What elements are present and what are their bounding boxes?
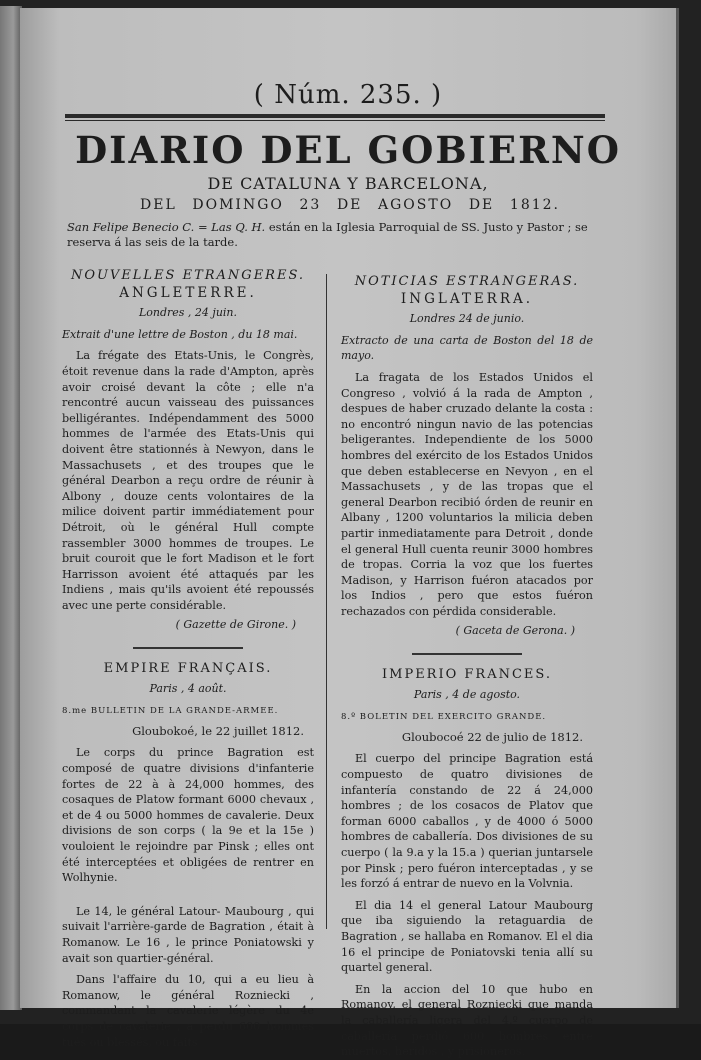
section-heading: NOUVELLES ETRANGERES. bbox=[70, 268, 306, 283]
issue-number: ( Núm. 235. ) bbox=[253, 80, 443, 110]
section-heading: NOTICIAS ESTRANGERAS. bbox=[354, 274, 580, 289]
masthead-subtitle: DE CATALUNA Y BARCELONA, bbox=[207, 174, 489, 193]
article-paragraph: En la accion del 10 que hubo en Romanov, el general Rozniecki que manda la caballería ligera del 4.º cuerpo de caballería perdió 600 hombres entre muertos, heridos , y prisioneros. bbox=[341, 982, 593, 1059]
issue-date bbox=[140, 197, 560, 213]
date-part: DE bbox=[468, 197, 495, 213]
column-divider bbox=[326, 274, 327, 929]
date-part: DE bbox=[336, 197, 363, 213]
article-paragraph: Dans l'affaire du 10, qui a eu lieu à Romanow, le général Rozniecki , commandant la cavalerie légère du 4e corps de cavalerie , a perdu 600 hommes tués ou blessés, ou faits bbox=[62, 973, 314, 1049]
saints-text: están en la Iglesia Parroquial de SS. Justo y Pastor ; se reserva á las seis de la tarde. bbox=[67, 220, 588, 249]
previous-page-edge bbox=[0, 6, 22, 1010]
empire-heading: EMPIRE FRANÇAIS. bbox=[103, 661, 273, 677]
french-column bbox=[62, 268, 314, 1050]
place-date: Gloubocoé 22 de julio de 1812. bbox=[401, 729, 583, 744]
extract-line: Extracto de una carta de Boston del 18 de mayo. bbox=[341, 333, 593, 363]
article-paragraph: El dia 14 el general Latour Maubourg que iba siguiendo la retaguardia de Bagration , se hallaba en Romanov. El el dia 16 el principe de Poniatovski tenia allí su quartel general. bbox=[341, 898, 593, 975]
dateline: Londres , 24 juin. bbox=[138, 306, 238, 320]
article-paragraph: Le corps du prince Bagration est composé de quatre divisions d'infanterie fortes de 22 à à 24,000 hommes, des cosaques de Platow formant 6000 chevaux , et de 4 ou 5000 hommes de cavalerie. Deux divisions de son corps ( la 9e et la 15e ) vouloient le rejoindre par Pinsk ; elles ont été interceptées et obligées de rentrer en Wolhynie. bbox=[62, 746, 314, 885]
extract-line: Extrait d'une lettre de Boston , du 18 mai. bbox=[62, 327, 298, 341]
bulletin-title: 8.me BULLETIN DE LA GRANDE-ARMEE. bbox=[62, 706, 279, 717]
saints-separator: = bbox=[198, 220, 208, 234]
forty-hours: Las Q. H. bbox=[211, 220, 266, 234]
source-credit: ( Gaceta de Gerona. ) bbox=[455, 624, 575, 638]
newspaper-page bbox=[20, 8, 679, 1059]
empire-heading: IMPERIO FRANCES. bbox=[382, 667, 552, 683]
date-part: 1812. bbox=[509, 197, 560, 213]
date-part: AGOSTO bbox=[378, 197, 454, 213]
saint-name: San Felipe Benecio C. bbox=[67, 220, 195, 234]
masthead-rule-thick bbox=[65, 114, 605, 118]
article-paragraph: El cuerpo del principe Bagration está compuesto de quatro divisiones de infantería constando de 22 á 24,000 hombres ; de los cosacos de Platov que forman 6000 caballos , y de 4000 ó 5000 hombres de caballería. Dos divisiones de su cuerpo ( la 9.a y la 15.a ) querian juntarsele por Pinsk ; pero fuéron interceptadas , y se les forzó á entrar de nuevo en la Volvnia. bbox=[341, 752, 593, 891]
saints-notice bbox=[67, 220, 627, 250]
dateline: Paris , 4 août. bbox=[149, 681, 227, 695]
masthead-rule-thin bbox=[65, 120, 605, 121]
date-part: DEL bbox=[140, 197, 177, 213]
dateline: Paris , 4 de agosto. bbox=[413, 687, 521, 701]
section-separator bbox=[412, 653, 522, 655]
date-part: DOMINGO bbox=[192, 197, 284, 213]
source-credit: ( Gazette de Girone. ) bbox=[175, 618, 296, 632]
country-heading: ANGLETERRE. bbox=[119, 284, 257, 301]
article-paragraph: La fragata de los Estados Unidos el Congreso , volvió á la rada de Ampton , despues de haber cruzado delante la costa : no encontró ningun navio de las potencias beligerantes. Independiente de los 5000 hombres del exército de los Estados Unidos que deben establecerse en Nevyon , en el Massachusets , y de las tropas que el general Dearbon recibió órden de reunir en Albany , 1200 voluntarios la milicia deben partir inmediatamente para Detroit , donde el general Hull cuenta reunir 3000 hombres de tropas. Corria la voz que los fuertes Madison, y Harrison fuéron atacados por los Indios , pero que estos fuéron rechazados con pérdida considerable. bbox=[341, 370, 593, 618]
place-date: Gloubokoé, le 22 juillet 1812. bbox=[132, 723, 304, 738]
date-part: 23 bbox=[299, 197, 322, 213]
dateline: Londres 24 de junio. bbox=[409, 312, 525, 326]
section-separator bbox=[133, 647, 243, 649]
article-paragraph: Le 14, le général Latour- Maubourg , qui suivait l'arrière-garde de Bagration , était à Romanow. Le 16 , le prince Poniatowski y avait son quartier-général. bbox=[62, 904, 314, 965]
bulletin-title: 8.º BOLETIN DEL EXERCITO GRANDE. bbox=[341, 712, 547, 723]
masthead-title: DIARIO DEL GOBIERNO bbox=[75, 128, 621, 172]
article-paragraph: La frégate des Etats-Unis, le Congrès, étoit revenue dans la rade d'Ampton, après avoir croisé devant la côte ; elle n'a rencontré aucun vaisseau des puissances belligérantes. Indépendamment des 5000 hommes de l'armée des Etats-Unis qui doivent être stationnés à Newyon, dans le Massachusets , et des troupes que le général Dearbon a reçu ordre de réunir à Albony , douze cents volontaires de la milice doivent partir immédiatement pour Détroit, où le général Hull compte rassembler 3000 hommes de troupes. Le bruit couroit que le fort Madison et le fort Harrisson avoient été attaqués par les Indiens , mais qu'ils avoient été repoussés avec une perte considérable. bbox=[62, 349, 314, 612]
country-heading: INGLATERRA. bbox=[400, 290, 534, 307]
spanish-column bbox=[341, 274, 593, 1060]
